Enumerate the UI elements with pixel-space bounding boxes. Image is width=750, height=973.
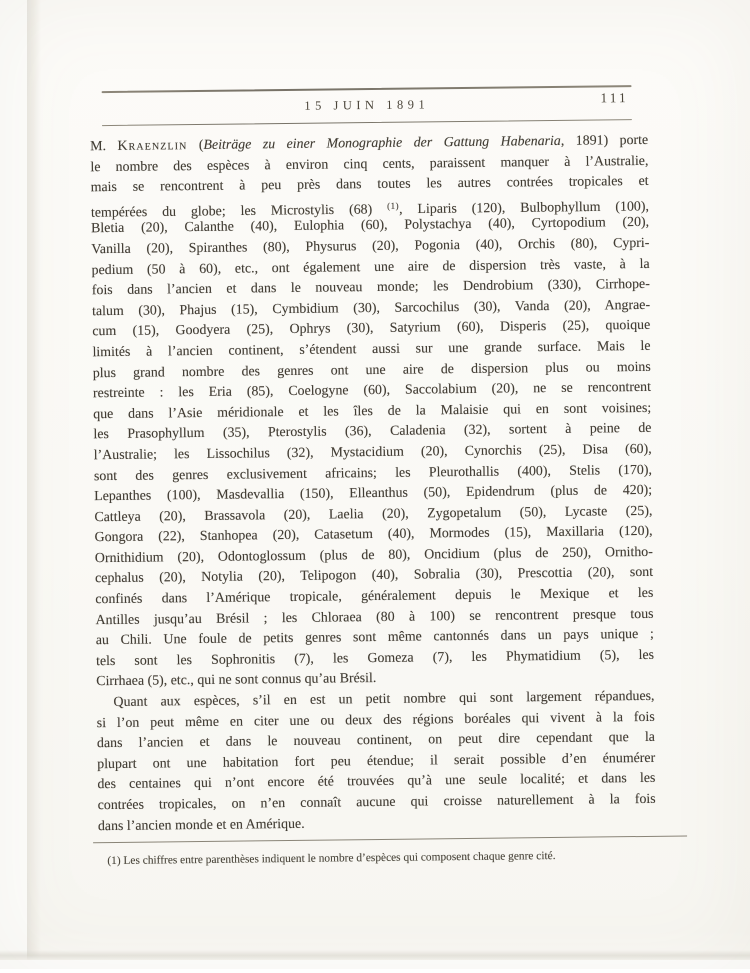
- text-segment: cum (15), Goodyera (25), Ophrys (30), Satyrium (60), Disperis (25), quoique: [92, 318, 650, 339]
- text-segment: Cattleya (20), Brassavola (20), Laelia (20), Zygopetalum (50), Lycaste (25),: [94, 504, 652, 525]
- page-number: 111: [600, 90, 628, 106]
- text-segment: au Chili. Une foule de petits genres sont même cantonnés dans un pays unique ;: [96, 627, 654, 648]
- text-segment: Cirrhaea (5), etc., qui ne sont connus qu’au Brésil.: [96, 671, 376, 689]
- text-segment: tels sont les Sophronitis (7), les Gomeza (7), les Phymatidium (5), les: [96, 648, 654, 669]
- text-segment: sont des genres exclusivement africains; les Pleurothallis (400), Stelis (170),: [94, 462, 652, 483]
- text-segment: que dans l’Asie méridionale et les îles de la Malaisie qui en sont voisines;: [93, 401, 651, 422]
- text-segment: dans l’ancien monde et en Amérique.: [98, 816, 305, 833]
- text-line: [107, 847, 687, 869]
- text-segment: , Liparis (120), Bulbophyllum (100),: [399, 199, 649, 217]
- paragraph-species-distribution: [96, 687, 656, 837]
- text-segment: M.: [90, 139, 117, 154]
- text-segment: Antilles jusqu’au Brésil ; les Chloraea (80 à 100) se rencontrent presque tous: [95, 607, 653, 628]
- text-segment: Gongora (22), Stanhopea (20), Catasetum (40), Mormodes (15), Maxillaria (120),: [95, 524, 653, 545]
- sup-text: (1): [387, 200, 399, 210]
- text-segment: fois dans l’ancien et dans le nouveau monde; les Dendrobium (330), Cirrhope-: [92, 277, 650, 298]
- text-segment: Bletia (20), Calanthe (40), Eulophia (60), Polystachya (40), Cyrtopodium (20),: [91, 215, 649, 236]
- text-segment: , 1891) porte: [561, 133, 649, 149]
- text-segment: talum (30), Phajus (15), Cymbidium (30), Sarcochilus (30), Vanda (20), Angrae-: [92, 298, 650, 319]
- text-segment: (: [187, 138, 203, 153]
- header-date: 15 JUIN 1891: [304, 97, 429, 113]
- text-segment: des centaines qui n’ont encore été trouvées qu’à une seule localité; et dans les: [97, 771, 655, 792]
- text-segment: tempérées du globe; les Microstylis (68): [91, 202, 387, 220]
- text-segment: si l’on peut même en citer une ou deux des régions boréales qui vivent à la fois: [97, 709, 655, 730]
- text-segment: Ornithidium (20), Odontoglossum (plus de 80), Oncidium (plus de 250), Ornitho-: [95, 545, 653, 566]
- article-body: [90, 131, 656, 837]
- text-segment: plupart ont une habitation fort peu étendue; il serait possible d’en énumérer: [97, 751, 655, 772]
- text-segment: confinés dans l’Amérique tropicale, généralement depuis le Mexique et les: [95, 586, 653, 607]
- page-header: [102, 85, 632, 126]
- page-bottom-edge-shadow: [0, 950, 750, 960]
- text-segment: cephalus (20), Notylia (20), Telipogon (40), Sobralia (30), Prescottia (20), sont: [95, 565, 653, 586]
- italic-text: Beiträge zu einer Monographie der Gattung Habenaria: [203, 134, 560, 153]
- text-segment: restreinte : les Eria (85), Coelogyne (60), Saccolabium (20), ne se rencontrent: [93, 380, 651, 401]
- text-segment: le nombre des espèces à environ cinq cents, paraissent manquer à l’Australie,: [90, 153, 648, 174]
- text-segment: mais se rencontrent à peu près dans toutes les autres contrées tropicales et: [91, 174, 649, 195]
- text-segment: l’Australie; les Lissochilus (32), Mystacidium (20), Cynorchis (25), Disa (60),: [94, 442, 652, 463]
- text-segment: Quant aux espèces, s’il en est un petit nombre qui sont largement répandues,: [113, 689, 654, 710]
- text-segment: Vanilla (20), Spiranthes (80), Physurus (20), Pogonia (40), Orchis (80), Cypri-: [91, 236, 649, 257]
- page-bottom-margin: [0, 960, 750, 969]
- text-segment: plus grand nombre des genres ont une aire de dispersion plus ou moins: [93, 359, 651, 380]
- text-segment: dans l’ancien et dans le nouveau continent, on peut dire cependant que la: [97, 730, 655, 751]
- text-segment: limités à l’ancien continent, s’étendent aussi sur une grande surface. Mais le: [92, 339, 650, 360]
- header-row: [102, 87, 632, 125]
- footnote-separator: [93, 835, 687, 843]
- text-segment: Lepanthes (100), Masdevallia (150), Elleanthus (50), Epidendrum (plus de 420);: [94, 483, 652, 504]
- footnote: [107, 847, 687, 869]
- text-segment: les Prasophyllum (35), Pterostylis (36), Caladenia (32), sortent à peine de: [93, 421, 651, 442]
- text-segment: (1) Les chiffres entre parenthèses indiquent le nombre d’espèces qui composent chaque genre cité.: [107, 850, 555, 867]
- paragraph-genera-distribution: [90, 131, 654, 693]
- text-segment: contrées tropicales, on n’en connaît aucune qui croisse naturellement à la fois: [98, 792, 656, 813]
- text-segment: pedium (50 à 60), etc., ont également une aire de dispersion très vaste, à la: [92, 256, 650, 277]
- smallcaps-text: Kraenzlin: [117, 138, 187, 154]
